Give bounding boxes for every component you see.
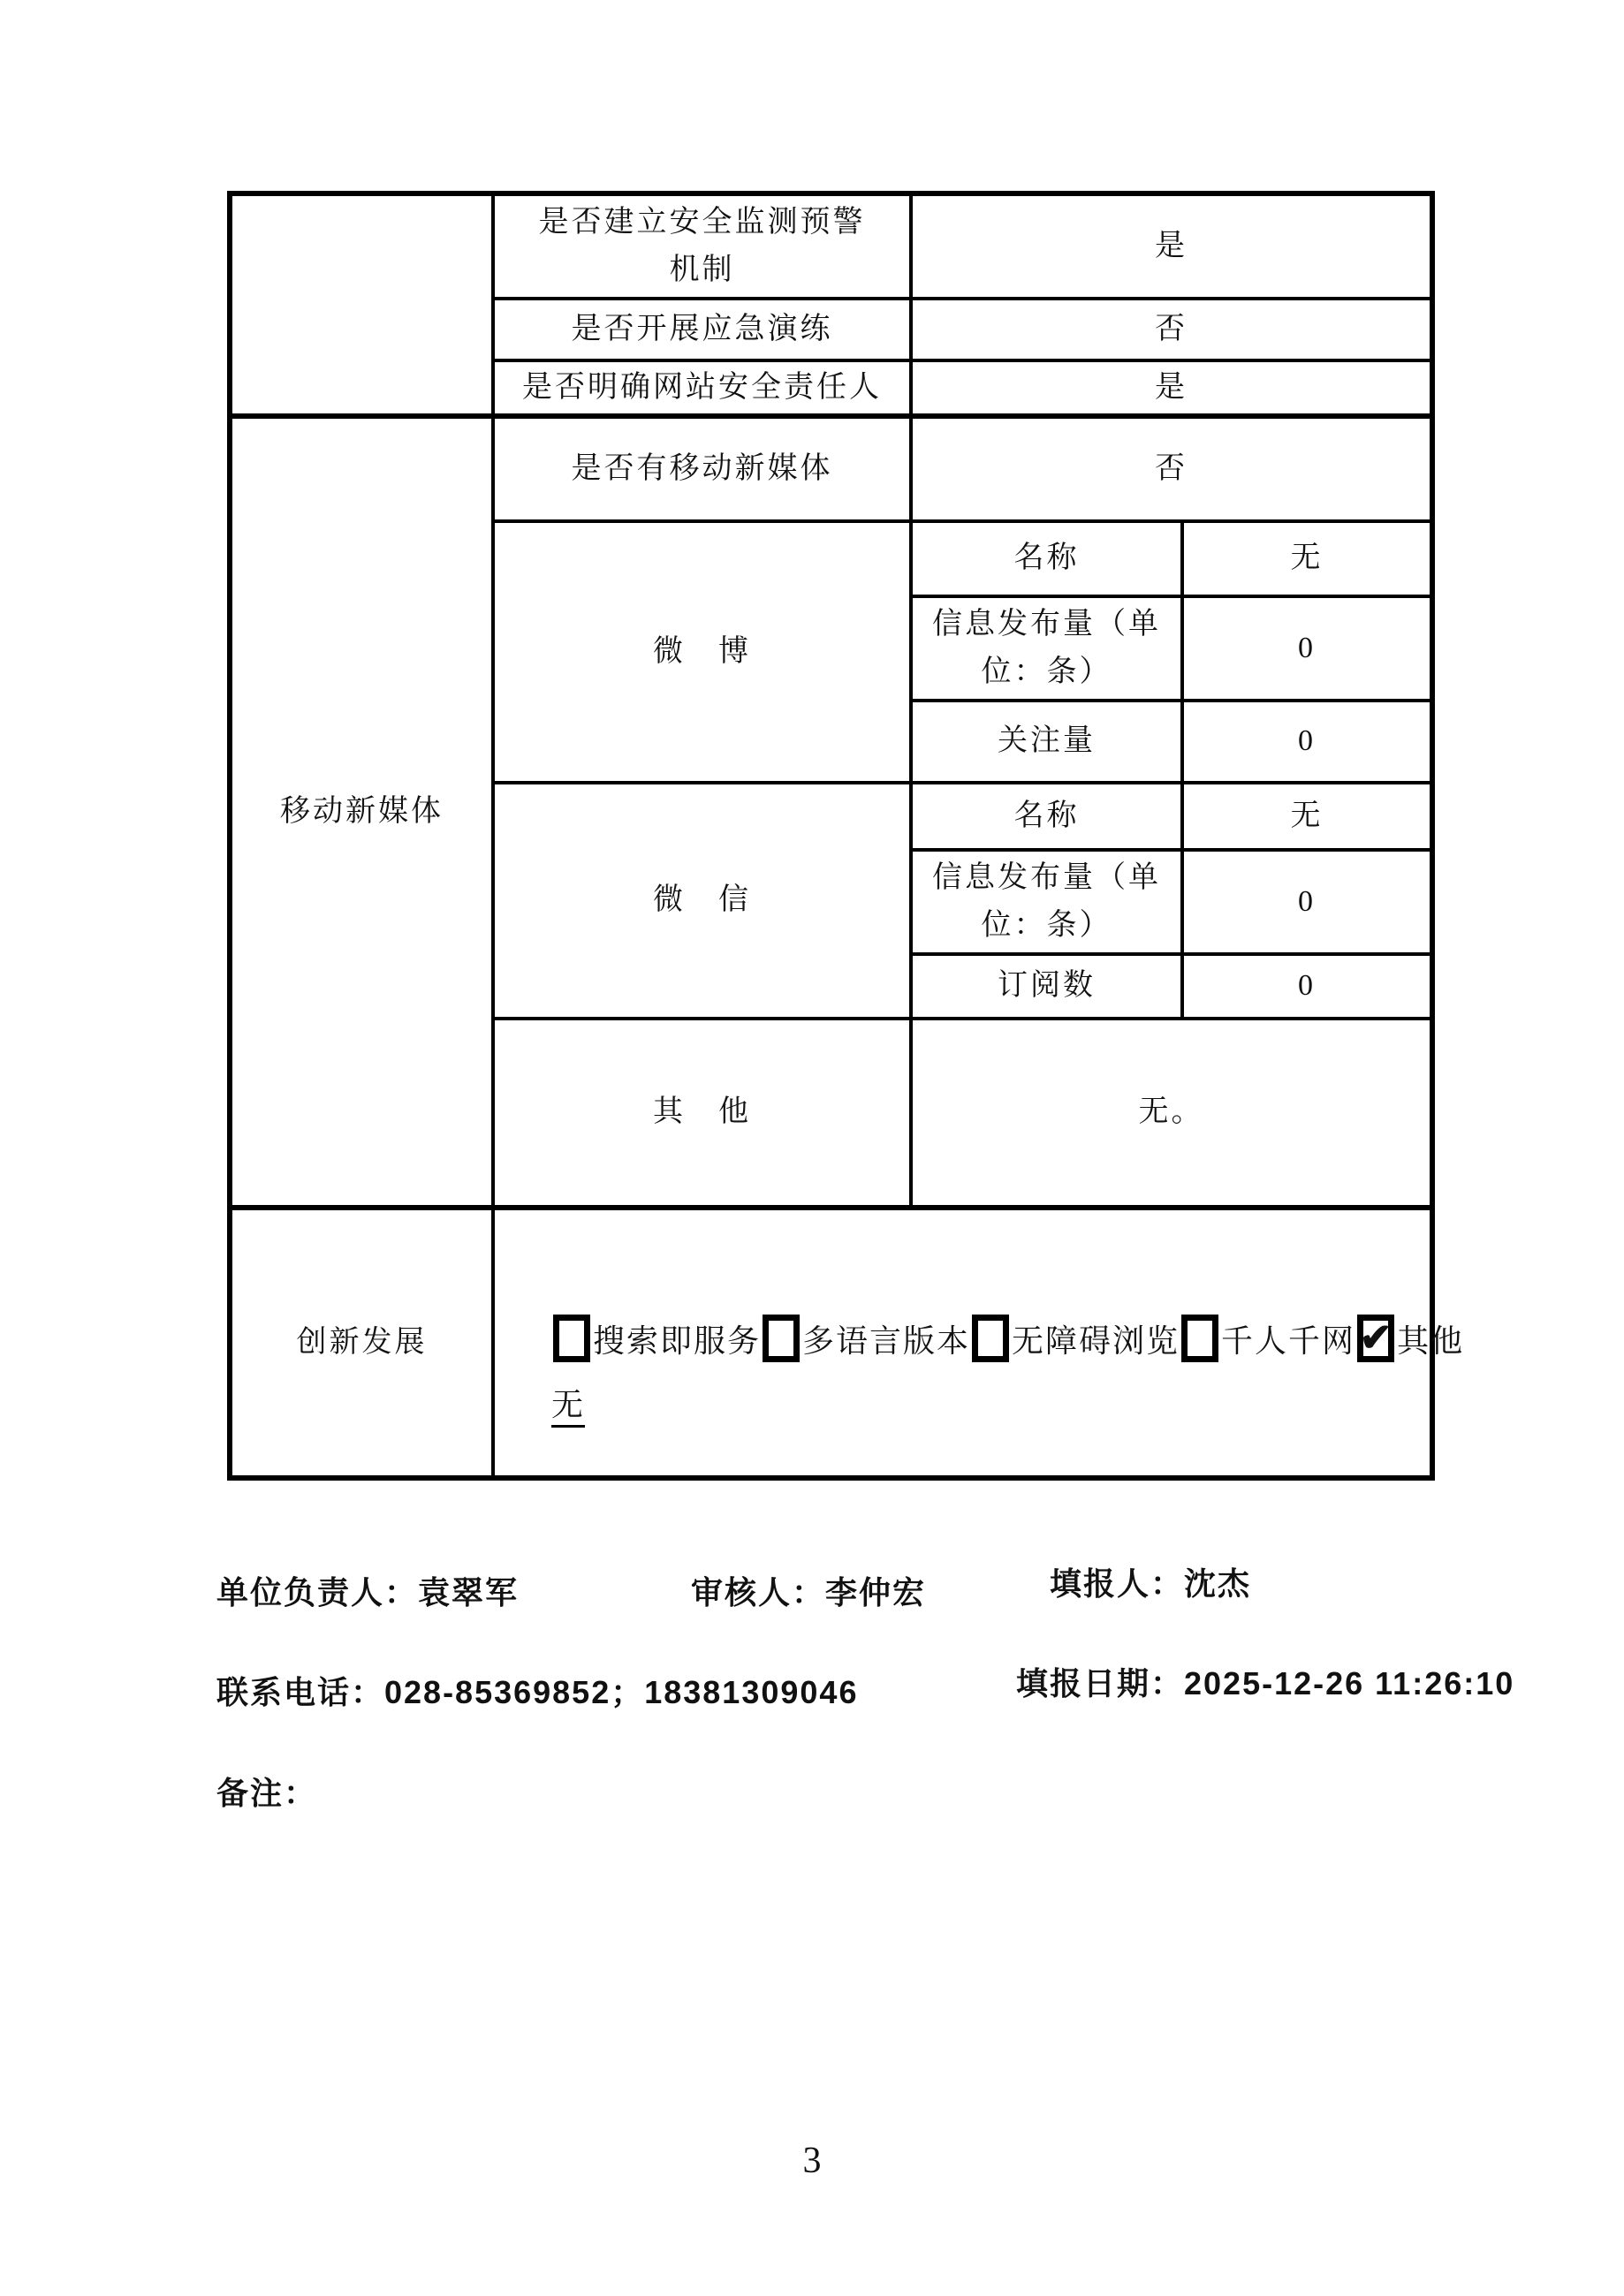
- row-label-wechat-name: 名称: [913, 784, 1184, 852]
- checkbox-personalized-web[interactable]: [1181, 1315, 1218, 1362]
- security-section-header-cell: [232, 196, 495, 419]
- row-value-has-mobile-media: 否: [913, 419, 1430, 523]
- row-label-weibo-followers: 关注量: [913, 702, 1184, 784]
- page-number: 3: [802, 2141, 822, 2181]
- group-label-weibo: 微 博: [495, 523, 913, 784]
- row-value-weibo-followers: 0: [1184, 702, 1430, 784]
- checkbox-label-other: 其他: [1397, 1322, 1465, 1359]
- footer-remark-label: 备注：: [216, 1775, 318, 1811]
- row-value-wechat-subscribers: 0: [1184, 956, 1430, 1020]
- row-label-security-responsible-person: 是否明确网站安全责任人: [495, 362, 913, 419]
- row-value-weibo-name: 无: [1184, 523, 1430, 598]
- innovation-other-text: 无: [551, 1387, 585, 1428]
- row-label-other-media: 其 他: [495, 1020, 913, 1210]
- checkbox-accessibility[interactable]: [972, 1315, 1009, 1362]
- row-label-text: 是否建立安全监测预警机制: [538, 205, 866, 286]
- innovation-checkbox-line: [551, 1315, 1465, 1362]
- row-label-weibo-name: 名称: [913, 523, 1184, 598]
- footer-responsible-person: 单位负责人：袁翠军: [216, 1574, 520, 1610]
- footer-filler: 填报人：沈杰: [1050, 1565, 1252, 1602]
- innovation-other-line: [551, 1380, 1412, 1425]
- footer-contact-phone: 联系电话：028-85369852；18381309046: [216, 1674, 859, 1710]
- row-value-emergency-drill: 否: [913, 300, 1430, 362]
- section-header-innovation: 创新发展: [232, 1210, 495, 1475]
- section-header-mobile-media: 移动新媒体: [232, 419, 495, 1210]
- footer-reviewer: 审核人：李仲宏: [691, 1574, 927, 1610]
- row-value-security-responsible-person: 是: [913, 362, 1430, 419]
- website-annual-report-table: [227, 191, 1465, 1481]
- row-value-wechat-name: 无: [1184, 784, 1430, 852]
- row-label-has-mobile-media: 是否有移动新媒体: [495, 419, 913, 523]
- row-label-wechat-subscribers: 订阅数: [913, 956, 1184, 1020]
- footer-fill-date: 填报日期：2025-12-26 11:26:10: [1016, 1665, 1515, 1701]
- checkbox-label-accessibility: 无障碍浏览: [1012, 1322, 1180, 1359]
- row-label-text: 信息发布量（单位：条）: [932, 607, 1161, 688]
- row-value-other-media: 无。: [913, 1020, 1430, 1210]
- innovation-content-cell: [495, 1210, 1465, 1475]
- row-label-security-monitoring: [495, 196, 913, 300]
- row-label-wechat-posts: [913, 852, 1184, 956]
- row-value-wechat-posts: 0: [1184, 852, 1430, 956]
- row-label-weibo-posts: [913, 598, 1184, 702]
- row-label-emergency-drill: 是否开展应急演练: [495, 300, 913, 362]
- checkbox-label-personalized-web: 千人千网: [1221, 1322, 1356, 1359]
- checkbox-multilingual[interactable]: [763, 1315, 800, 1362]
- checkbox-search-as-service[interactable]: [553, 1315, 590, 1362]
- row-value-security-monitoring: 是: [913, 196, 1430, 300]
- group-label-wechat: 微 信: [495, 784, 913, 1020]
- row-label-text: 信息发布量（单位：条）: [932, 860, 1161, 942]
- checkbox-label-search-as-service: 搜索即服务: [593, 1322, 762, 1359]
- checkbox-label-multilingual: 多语言版本: [802, 1322, 971, 1359]
- row-value-weibo-posts: 0: [1184, 598, 1430, 702]
- checkbox-other[interactable]: ✔: [1357, 1315, 1394, 1362]
